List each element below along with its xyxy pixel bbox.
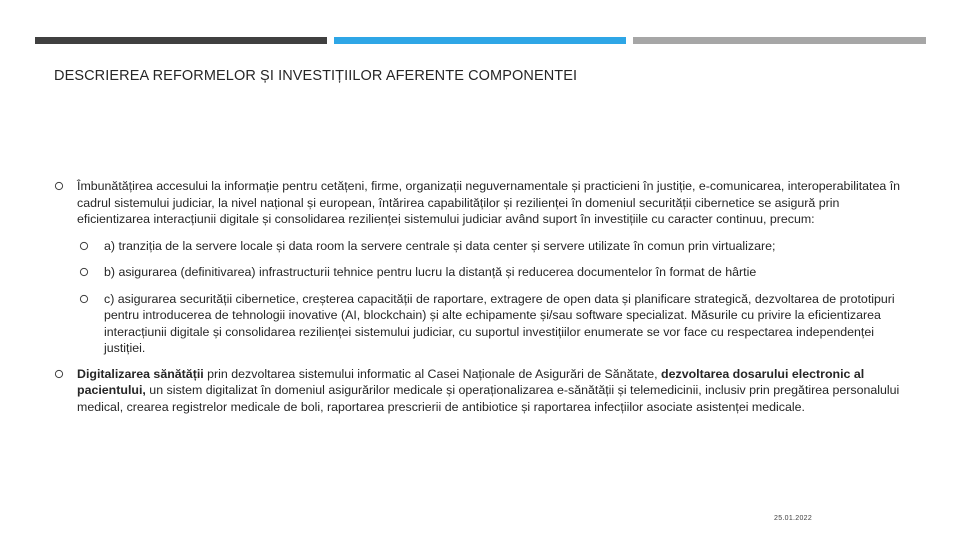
sub-bullet-text: a) tranziția de la servere locale și data room la servere centrale și data center și servere utilizate în comun prin virtualizare;: [104, 238, 776, 253]
sub-bullet-item-b: [54, 264, 906, 281]
hollow-circle-icon: [54, 369, 64, 379]
sub-bullet-text: b) asigurarea (definitivarea) infrastructurii tehnice pentru lucru la distanță și reducerea documentelor în format de hârtie: [104, 265, 757, 279]
accent-bar-blue: [334, 37, 626, 44]
hollow-circle-icon: [79, 267, 89, 277]
bold-phrase: Digitalizarea sănătății: [77, 366, 204, 381]
bullet-text: Îmbunătățirea accesului la informație pentru cetățeni, firme, organizații neguvernamentale și practicieni în justiție, e-comunicarea, interoperabilitatea în cadrul sistemului judiciar, la nivel național și european, întărirea capabilităților și rezilienței în domeniul securității cibernetice se asigură prin eficientizarea interacțiunii digitale și consolidarea rezilienței sistemului judiciar având suport în investițiile cu caracter continuu, precum:: [77, 179, 901, 226]
bullet-item-health-digitalization: [54, 366, 906, 416]
slide-title: DESCRIEREA REFORMELOR ȘI INVESTIȚIILOR AFERENTE COMPONENTEI: [54, 68, 578, 84]
bold-phrase: dezvoltarea dosarului electronic al pacientului,: [77, 366, 865, 397]
hollow-circle-icon: [79, 294, 89, 304]
accent-bar-gray: [633, 37, 926, 44]
hollow-circle-icon: [54, 181, 64, 191]
accent-bar-dark: [35, 37, 327, 44]
slide-date: 25.01.2022: [774, 515, 813, 522]
text-run: un sistem digitalizat în domeniul asigurărilor medicale și operaționalizarea e-sănătății și telemedicinii, inclusiv prin pregătirea personalului medical, crearea registrelor medicale de boli, raportarea prescrierii de antibiotice și raportarea infecțiilor asociate asistenței medicale.: [77, 383, 900, 414]
sub-bullet-text: c) asigurarea securității cibernetice, creșterea capacității de raportare, extragere de open data și planificare strategică, dezvoltarea de prototipuri pentru introducerea de tehnologii inovative (AI, blockchain) și alte echipamente și/sau software specializat. Măsurile cu privire la eficientizarea interacțiunii digitale și consolidarea rezilienței sistemului judiciar, cu suportul investițiilor enumerate se vor face cu respectarea independenței justiției.: [104, 291, 895, 355]
hollow-circle-icon: [79, 241, 89, 251]
text-run: prin dezvoltarea sistemului informatic al Casei Naționale de Asigurări de Sănătate,: [203, 366, 662, 381]
sub-bullet-item-c: [54, 291, 906, 357]
bullet-item-justice-access: [54, 178, 906, 228]
bullet-list: [54, 178, 906, 415]
bullet-text: [77, 366, 906, 416]
sub-bullet-item-a: [54, 238, 906, 255]
